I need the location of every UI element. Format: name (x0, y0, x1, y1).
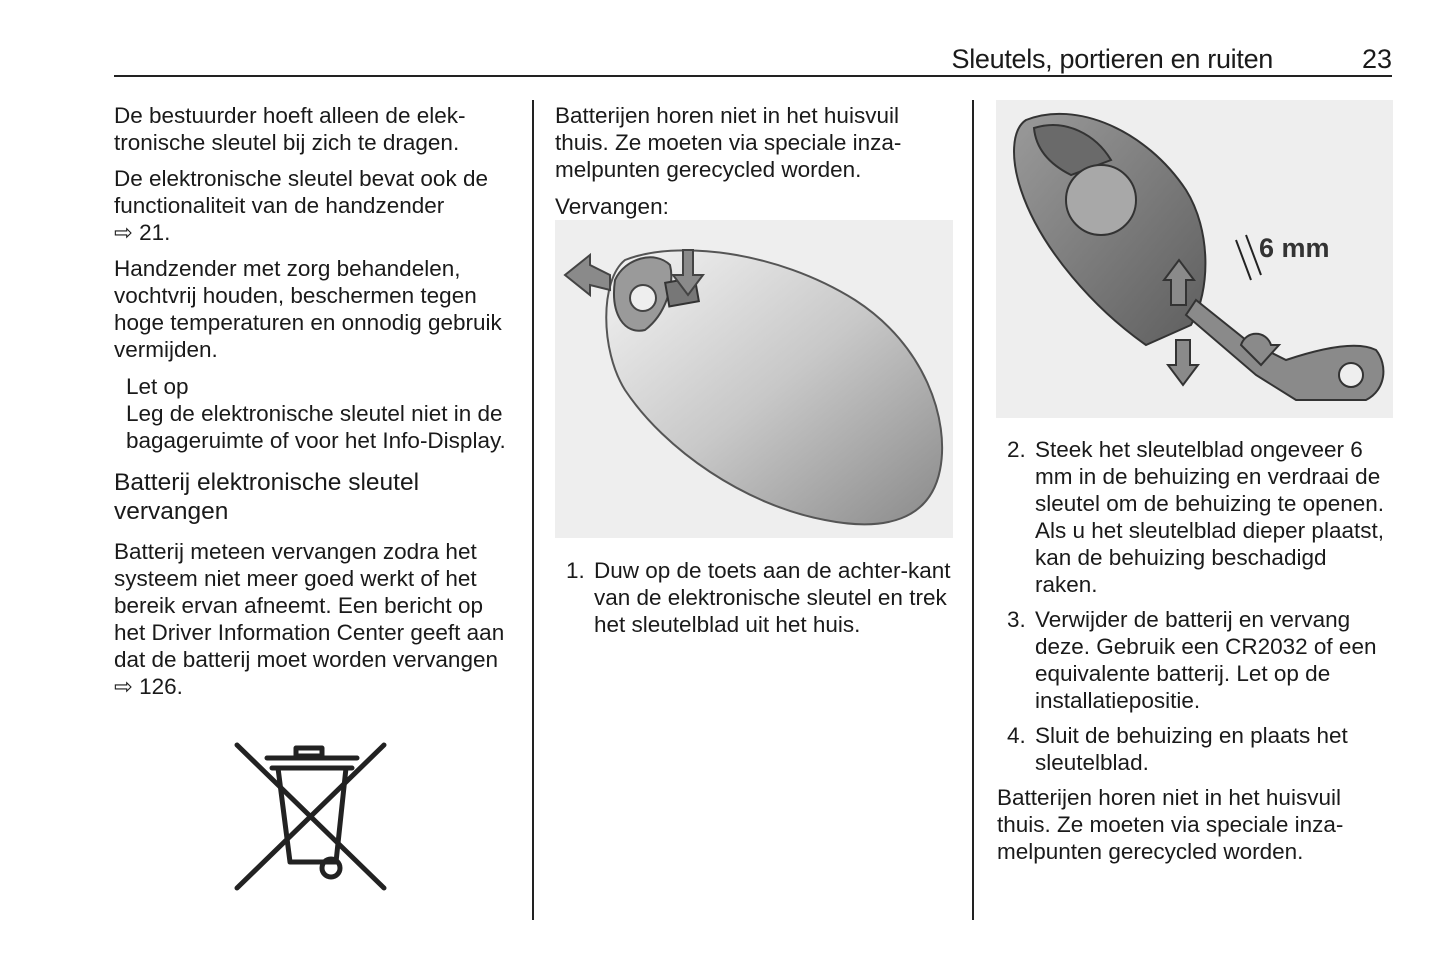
cross-reference-126[interactable]: 126. (139, 674, 183, 699)
list-item (997, 722, 1395, 776)
dimension-label: 6 mm (1259, 233, 1330, 263)
column-3 (997, 436, 1395, 865)
paragraph-battery-replace (114, 538, 516, 700)
column-2 (555, 102, 955, 220)
step-text: Sluit de behuizing en plaats het sleutelblad. (1035, 723, 1348, 775)
cross-reference-21[interactable]: 21. (139, 220, 171, 245)
key-fob-illustration (555, 220, 953, 538)
page-number: 23 (1361, 44, 1392, 74)
column-1 (114, 102, 516, 700)
step-number: 3. (1007, 607, 1026, 632)
page-header-title: Sleutels, portieren en ruiten (951, 44, 1273, 74)
list-item (566, 557, 952, 638)
step-1 (566, 557, 952, 638)
header-rule (114, 75, 1392, 77)
paragraph-replace-label: Vervangen: (555, 194, 669, 219)
note-text: Leg de elektronische sleutel niet in de bagageruimte of voor het Info-Display. (126, 401, 506, 453)
paragraph-battery-disposal-2: Batterijen horen niet in het huisvuil thuis. Ze moeten via speciale inza-melpunten gerecycled worden. (997, 785, 1344, 864)
paragraph-key-functionality (114, 165, 516, 246)
paragraph-battery-disposal: Batterijen horen niet in het huisvuil thuis. Ze moeten via speciale inza-melpunten gerecycled worden. (555, 103, 902, 182)
weee-bin-symbol (232, 740, 392, 895)
step-text: Steek het sleutelblad ongeveer 6 mm in de behuizing en verdraai de sleutel om de behuizing te openen. Als u het sleutelblad dieper plaatst, kan de behuizing beschadigd raken. (1035, 437, 1385, 597)
battery-replace-text: Batterij meteen vervangen zodra het systeem niet meer goed werkt of het bereik ervan afneemt. Een bericht op het Driver Information Center geeft aan dat de batterij moet worden vervangen (114, 539, 505, 672)
key-functionality-text: De elektronische sleutel bevat ook de functionaliteit van de handzender (114, 166, 488, 218)
step-number: 4. (1007, 723, 1026, 748)
column-divider-left (532, 100, 534, 920)
list-item (997, 436, 1395, 598)
note-box (114, 373, 516, 454)
column-divider-right (972, 100, 974, 920)
list-item (997, 606, 1395, 714)
key-fob-open-illustration (996, 100, 1393, 418)
section-heading: Batterij elektronische sleutel vervangen (114, 469, 420, 525)
note-label: Let op (126, 374, 189, 399)
cross-reference-icon: ⇨ (114, 674, 133, 699)
step-number: 2. (1007, 437, 1026, 462)
cross-reference-icon: ⇨ (114, 220, 133, 245)
step-text: Duw op de toets aan de achter-kant van de elektronische sleutel en trek het sleutelblad uit het huis. (594, 558, 951, 637)
paragraph-driver-key: De bestuurder hoeft alleen de elek-tronische sleutel bij zich te dragen. (114, 103, 466, 155)
step-text: Verwijder de batterij en vervang deze. Gebruik een CR2032 of een equivalente batterij. Let op de installatiepositie. (1035, 607, 1377, 713)
paragraph-handling: Handzender met zorg behandelen, vochtvrij houden, beschermen tegen hoge temperaturen en onnodig gebruik vermijden. (114, 256, 502, 362)
step-number: 1. (566, 558, 585, 583)
